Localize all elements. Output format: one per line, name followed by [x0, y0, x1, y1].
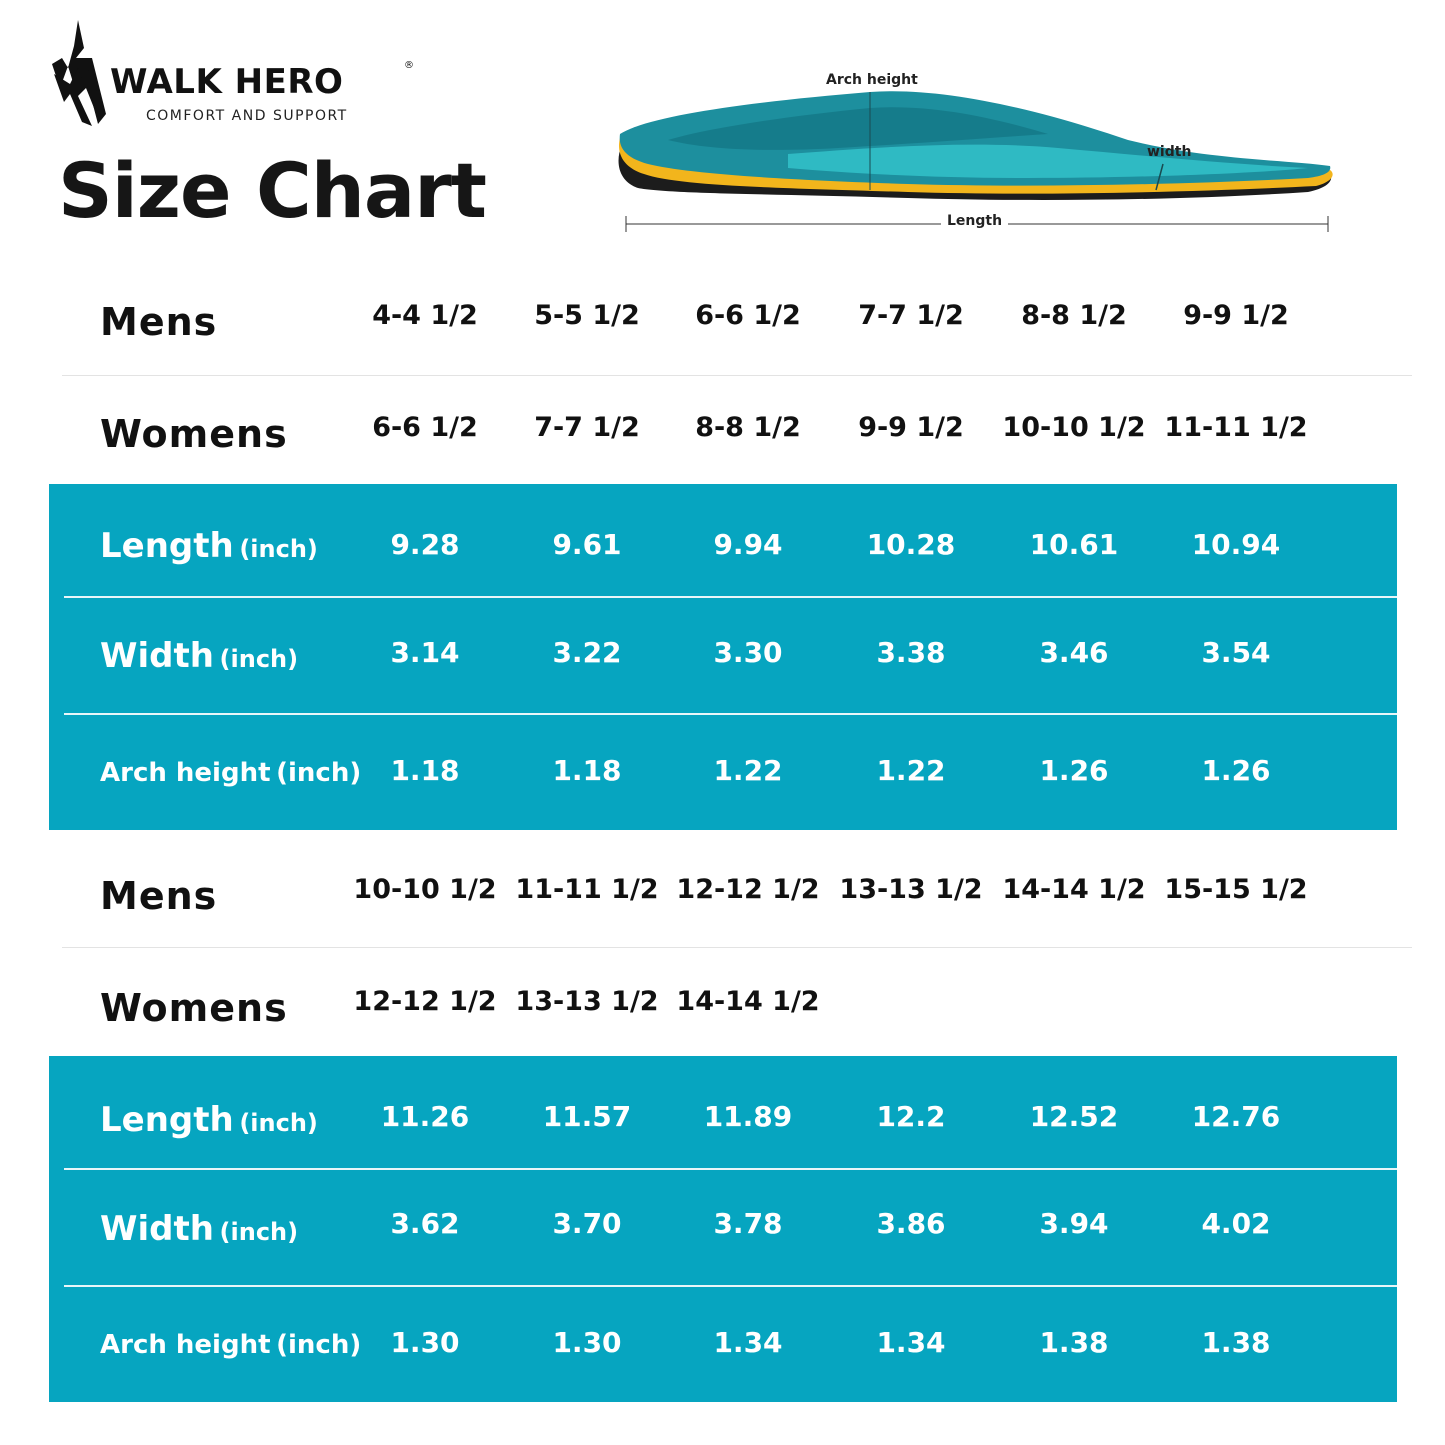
arch-row-unit: (inch): [276, 1330, 362, 1360]
size-cell: 11-11 1/2: [1164, 412, 1308, 443]
arch-row-label: [100, 758, 361, 788]
width-cell: 3.14: [390, 636, 460, 669]
length-cell: 10.28: [866, 528, 956, 561]
brand-tagline: COMFORT AND SUPPORT: [146, 108, 348, 124]
length-cell: 12.2: [876, 1100, 946, 1133]
row-divider: [62, 947, 1412, 948]
arch-row-title: Arch height: [100, 1330, 271, 1360]
arch-cell: 1.30: [390, 1326, 460, 1359]
row-divider: [64, 596, 1397, 598]
arch-cell: 1.22: [876, 754, 946, 787]
length-row-title: Length: [100, 1100, 234, 1140]
width-label: width: [1147, 144, 1192, 160]
length-cell: 11.89: [703, 1100, 793, 1133]
size-cell: 11-11 1/2: [515, 874, 659, 905]
insole-diagram: [608, 64, 1408, 244]
width-cell: 3.78: [713, 1207, 783, 1240]
arch-cell: 1.26: [1039, 754, 1109, 787]
size-cell: 9-9 1/2: [858, 412, 964, 443]
length-row-unit: (inch): [239, 535, 318, 563]
registered-mark: ®: [404, 60, 414, 71]
length-cell: 10.94: [1191, 528, 1281, 561]
size-cell: 13-13 1/2: [839, 874, 983, 905]
size-cell: 5-5 1/2: [534, 300, 640, 331]
width-cell: 3.22: [552, 636, 622, 669]
width-cell: 4.02: [1201, 1207, 1271, 1240]
width-cell: 3.38: [876, 636, 946, 669]
length-cell: 11.57: [542, 1100, 632, 1133]
width-cell: 3.62: [390, 1207, 460, 1240]
width-row-unit: (inch): [219, 1218, 299, 1246]
size-cell: 6-6 1/2: [372, 412, 478, 443]
arch-cell: 1.34: [876, 1326, 946, 1359]
mens-label: Mens: [100, 300, 218, 344]
size-cell: 14-14 1/2: [676, 986, 820, 1017]
length-cell: 10.61: [1029, 528, 1119, 561]
arch-cell: 1.26: [1201, 754, 1271, 787]
length-cell: 12.76: [1191, 1100, 1281, 1133]
size-cell: 8-8 1/2: [695, 412, 801, 443]
row-divider: [64, 713, 1397, 715]
length-cell: 9.94: [713, 528, 783, 561]
size-cell: 7-7 1/2: [534, 412, 640, 443]
length-cell: 11.26: [380, 1100, 470, 1133]
width-cell: 3.46: [1039, 636, 1109, 669]
page-title: Size Chart: [58, 146, 487, 235]
width-cell: 3.54: [1201, 636, 1271, 669]
arch-row-label: [100, 1330, 361, 1360]
arch-cell: 1.30: [552, 1326, 622, 1359]
size-cell: 6-6 1/2: [695, 300, 801, 331]
arch-cell: 1.38: [1201, 1326, 1271, 1359]
length-label: Length: [941, 213, 1008, 229]
width-row-label: [100, 636, 298, 676]
row-divider: [64, 1168, 1397, 1170]
width-cell: 3.70: [552, 1207, 622, 1240]
arch-row-unit: (inch): [276, 758, 362, 788]
size-cell: 4-4 1/2: [372, 300, 478, 331]
size-cell: 8-8 1/2: [1021, 300, 1127, 331]
width-row-title: Width: [100, 636, 214, 676]
brand-logo: [48, 18, 428, 128]
womens-label: Womens: [100, 412, 288, 456]
size-cell: 10-10 1/2: [1002, 412, 1146, 443]
width-cell: 3.30: [713, 636, 783, 669]
arch-cell: 1.38: [1039, 1326, 1109, 1359]
arch-cell: 1.18: [552, 754, 622, 787]
length-row-unit: (inch): [239, 1109, 318, 1137]
arch-height-label: Arch height: [826, 72, 918, 88]
arch-cell: 1.22: [713, 754, 783, 787]
arch-row-title: Arch height: [100, 758, 271, 788]
width-row-unit: (inch): [219, 645, 299, 673]
row-divider: [64, 1285, 1397, 1287]
size-cell: 12-12 1/2: [353, 986, 497, 1017]
size-cell: 7-7 1/2: [858, 300, 964, 331]
size-cell: 12-12 1/2: [676, 874, 820, 905]
length-row-label: [100, 526, 318, 566]
size-cell: 13-13 1/2: [515, 986, 659, 1017]
length-row-label: [100, 1100, 318, 1140]
brand-name: WALK HERO: [110, 62, 344, 102]
brand-logo-icon: [48, 18, 112, 128]
length-cell: 12.52: [1029, 1100, 1119, 1133]
arch-cell: 1.34: [713, 1326, 783, 1359]
size-cell: 15-15 1/2: [1164, 874, 1308, 905]
size-cell: 9-9 1/2: [1183, 300, 1289, 331]
width-row-title: Width: [100, 1209, 214, 1249]
width-cell: 3.86: [876, 1207, 946, 1240]
womens-label: Womens: [100, 986, 288, 1030]
length-cell: 9.28: [390, 528, 460, 561]
width-row-label: [100, 1209, 298, 1249]
width-cell: 3.94: [1039, 1207, 1109, 1240]
arch-cell: 1.18: [390, 754, 460, 787]
size-cell: 14-14 1/2: [1002, 874, 1146, 905]
mens-label: Mens: [100, 874, 218, 918]
row-divider: [62, 375, 1412, 376]
size-cell: 10-10 1/2: [353, 874, 497, 905]
length-row-title: Length: [100, 526, 234, 566]
length-cell: 9.61: [552, 528, 622, 561]
